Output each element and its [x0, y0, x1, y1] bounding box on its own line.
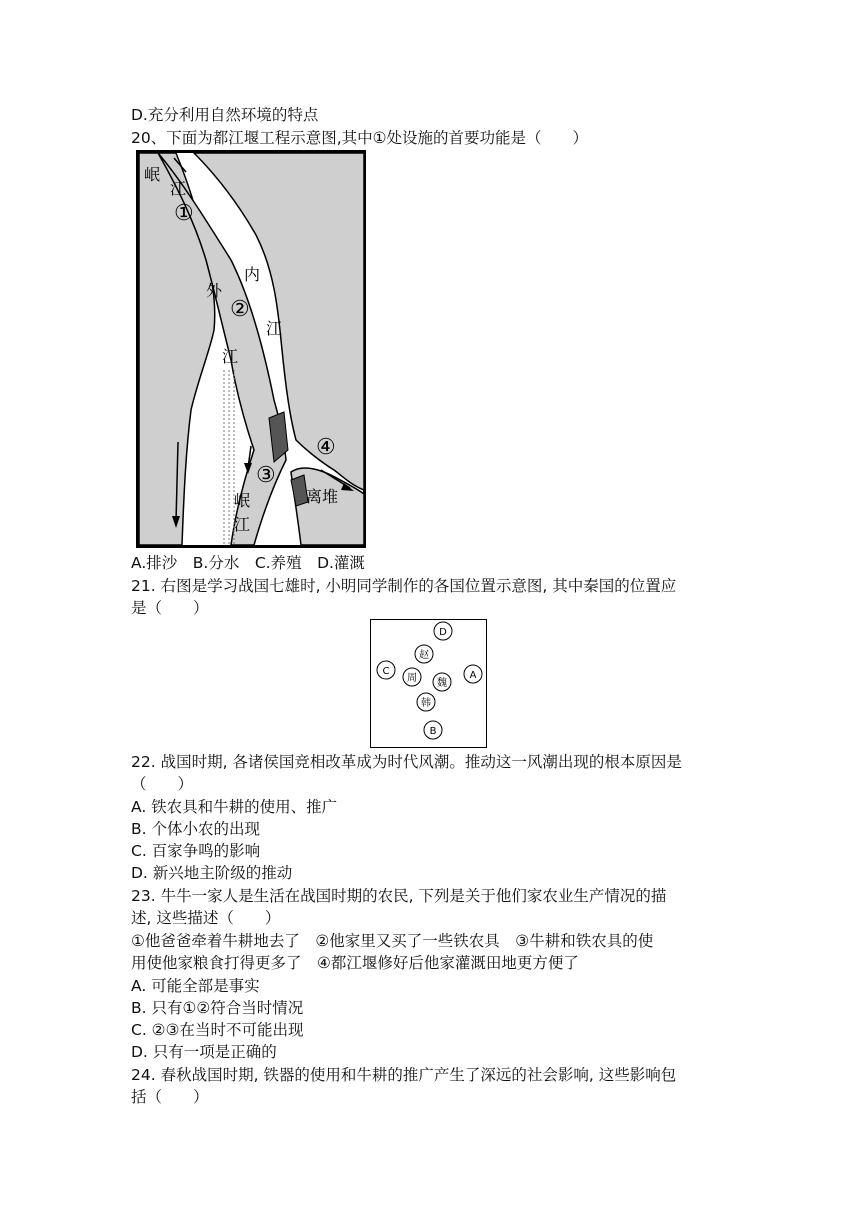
- svg-text:C: C: [382, 666, 390, 677]
- dujiangyan-map: [136, 150, 366, 548]
- q20-options: A.排沙 B.分水 C.养殖 D.灌溉: [131, 554, 365, 572]
- map-label-circle-2: ②: [230, 297, 250, 322]
- q23-option-c: C. ②③在当时不可能出现: [131, 1021, 304, 1039]
- q23-option-b: B. 只有①②符合当时情况: [131, 999, 304, 1017]
- svg-text:B: B: [429, 726, 437, 737]
- state-marker-d: [434, 622, 452, 640]
- q20-stem: 20、下面为都江堰工程示意图,其中①处设施的首要功能是（ ）: [131, 129, 589, 147]
- q22-option-b: B. 个体小农的出现: [131, 820, 260, 838]
- map-label-min-top: 岷: [144, 165, 161, 184]
- svg-text:韩: 韩: [421, 698, 431, 709]
- map-label-wai: 外: [206, 281, 223, 300]
- q22-option-d: D. 新兴地主阶级的推动: [131, 864, 293, 882]
- svg-text:D: D: [439, 627, 447, 638]
- q23-option-d: D. 只有一项是正确的: [131, 1043, 277, 1061]
- state-marker-zhou: [403, 668, 421, 686]
- state-marker-han: [417, 693, 435, 711]
- q23-stem-line2: 述, 这些描述（ ）: [131, 909, 281, 927]
- map-label-nei: 内: [244, 265, 261, 284]
- q24-stem-line1: 24. 春秋战国时期, 铁器的使用和牛耕的推广产生了深远的社会影响, 这些影响包: [131, 1066, 677, 1084]
- map-label-jiang-outer: 江: [222, 347, 239, 366]
- svg-text:周: 周: [407, 673, 417, 684]
- state-marker-zhao: [415, 645, 433, 663]
- map-label-jiang-bottom: 江: [234, 515, 251, 534]
- map-label-jiang-inner: 江: [266, 319, 283, 338]
- q22-stem-line1: 22. 战国时期, 各诸侯国竞相改革成为时代风潮。推动这一风潮出现的根本原因是: [131, 753, 682, 771]
- map-label-jiang-top: 江: [170, 179, 187, 198]
- q23-stem-line4: 用使他家粮食打得更多了 ④都江堰修好后他家灌溉田地更方便了: [131, 954, 579, 972]
- q22-option-a: A. 铁农具和牛耕的使用、推广: [131, 798, 338, 816]
- svg-text:A: A: [469, 670, 477, 681]
- map-label-circle-1: ①: [174, 201, 194, 226]
- map-label-lidui: 离堆: [306, 487, 339, 506]
- q23-option-a: A. 可能全部是事实: [131, 977, 260, 995]
- map-label-circle-3: ③: [256, 463, 276, 488]
- state-marker-a: [464, 665, 482, 683]
- map-label-circle-4: ④: [316, 435, 336, 460]
- q23-stem-line3: ①他爸爸牵着牛耕地去了 ②他家里又买了一些铁农具 ③牛耕和铁农具的使: [131, 932, 654, 950]
- q21-stem-line1: 21. 右图是学习战国七雄时, 小明同学制作的各国位置示意图, 其中秦国的位置应: [131, 577, 677, 595]
- state-marker-b: [424, 721, 442, 739]
- q22-stem-line2: （ ）: [131, 775, 194, 793]
- q19-option-d: D.充分利用自然环境的特点: [131, 106, 319, 124]
- q21-stem-line2: 是（ ）: [131, 599, 209, 617]
- q24-stem-line2: 括（ ）: [131, 1088, 209, 1106]
- q22-option-c: C. 百家争鸣的影响: [131, 842, 261, 860]
- map-label-min-bottom: 岷: [234, 491, 251, 510]
- q23-stem-line1: 23. 牛牛一家人是生活在战国时期的农民, 下列是关于他们家农业生产情况的描: [131, 887, 667, 905]
- svg-text:赵: 赵: [419, 650, 429, 661]
- state-marker-c: [377, 661, 395, 679]
- warring-states-diagram: [370, 619, 487, 748]
- svg-text:魏: 魏: [437, 678, 447, 689]
- state-marker-wei: [433, 673, 451, 691]
